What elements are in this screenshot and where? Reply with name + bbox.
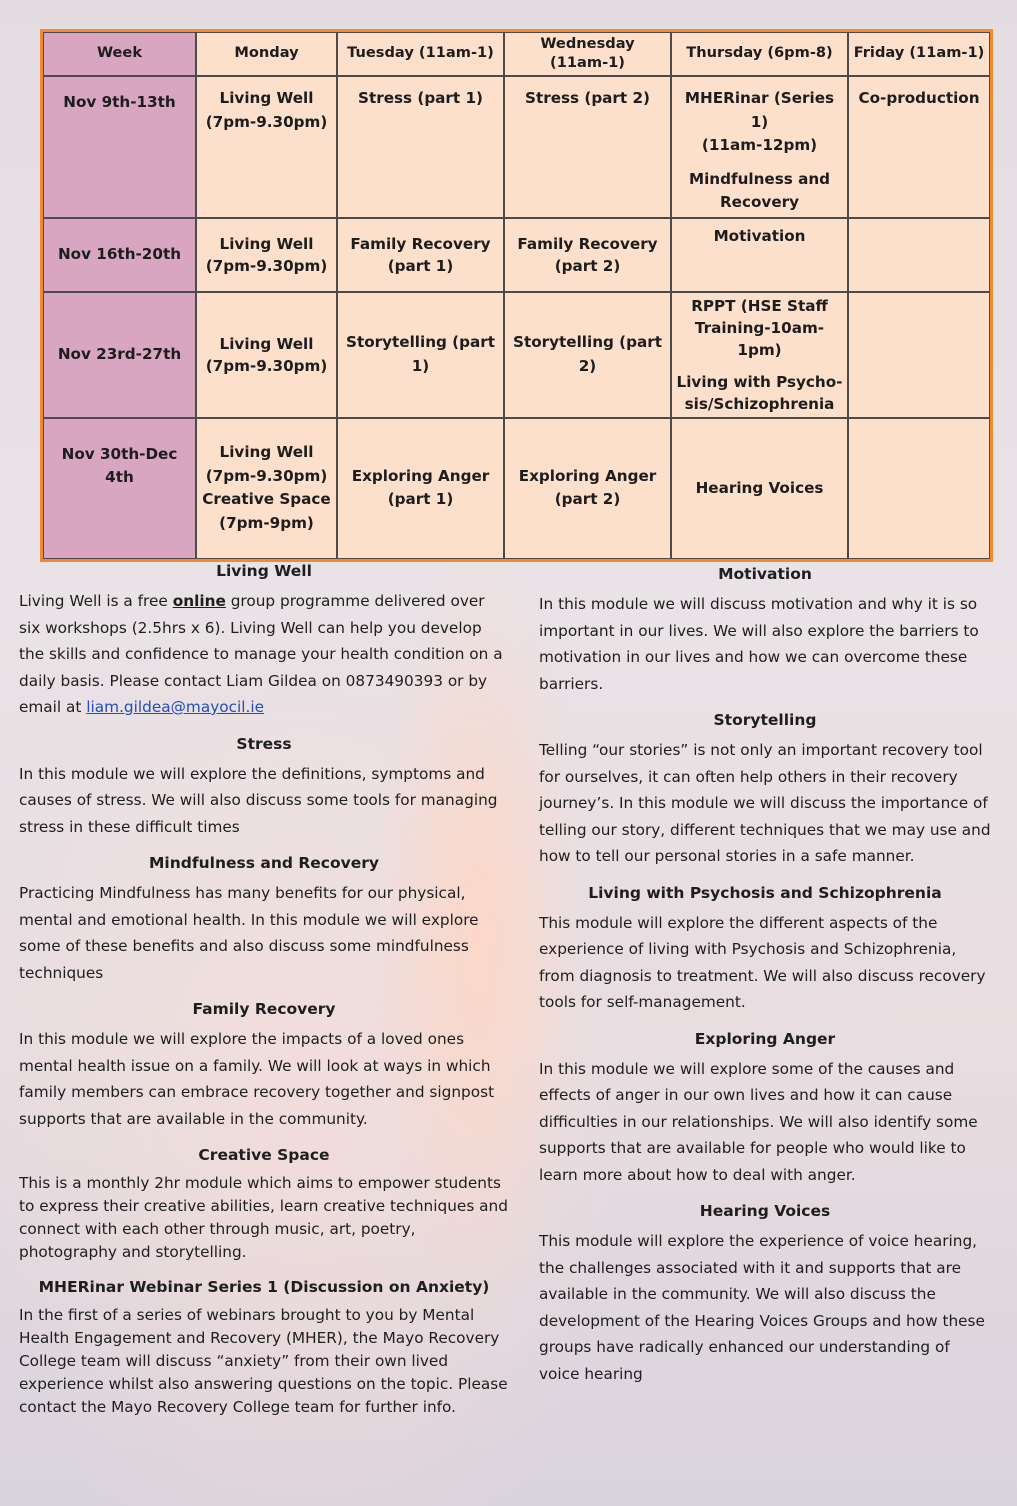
table-row [43,292,990,418]
session-title: Exploring Anger [518,466,657,485]
header-tuesday: Tuesday (11am-1) [337,32,504,76]
family-recovery-heading: Family Recovery [192,1000,336,1018]
session-part: (part 1) [387,256,454,275]
monday-cell [196,76,337,218]
tuesday-cell: Stress (part 1) [337,76,504,218]
anger-text: In this module we will explore some of the causes and effects of anger in our own lives and how it can cause difficulties in our relationships. We will also identify some supports that are available for people who would like to learn more about how to deal with anger. [539,1059,978,1184]
tuesday-cell [337,418,504,559]
thursday-cell [671,292,848,418]
hearing-voices-heading: Hearing Voices [699,1202,831,1220]
mherinar-text: In the first of a series of webinars brought to you by Mental Health Engagement and Recovery (MHER), the Mayo Recovery College team will discuss “anxiety” from their own lived experience whilst also answering questions on the topic. Please contact the Mayo Recovery College team for further info. [19,1306,508,1416]
thursday-cell [671,76,848,218]
header-friday: Friday (11am-1) [848,32,990,76]
wednesday-cell [504,218,671,292]
session-title: MHERinar (Series 1) [684,88,835,131]
creative-space-heading: Creative Space [198,1146,330,1164]
session-title: Recovery [719,193,800,212]
session-time: (7pm-9.30pm) [205,356,328,375]
thursday-cell: Hearing Voices [671,418,848,559]
header-thursday: Thursday (6pm-8) [671,32,848,76]
schedule-table [42,31,991,560]
session-title: Living Well [219,334,314,353]
motivation-text: In this module we will discuss motivation and why it is so important in our lives. We will also explore the barriers to motivation in our lives and how we can overcome these barriers. [539,595,979,693]
friday-cell [848,418,990,559]
week-cell: Nov 9th-13th [43,76,196,218]
session-part: (part 2) [554,256,621,275]
creative-space-text: This is a monthly 2hr module which aims to empower students to express their creative abilities, learn creative techniques and connect with each other through music, art, poetry, photography and storytelling. [19,1174,508,1261]
tuesday-cell: Storytelling (part 1) [337,292,504,418]
stress-text: In this module we will explore the definitions, symptoms and causes of stress. We will also discuss some tools for managing stress in these difficult times [19,764,498,836]
mindfulness-text: Practicing Mindfulness has many benefits for our physical, mental and emotional health. In this module we will explore some of these benefits and also discuss some mindfulness techniques [19,884,479,982]
mherinar-heading: MHERinar Webinar Series 1 (Discussion on Anxiety) [38,1278,490,1296]
online-emphasis: online [172,592,226,610]
monday-cell [196,218,337,292]
friday-cell: Co-production [848,76,990,218]
wednesday-cell [504,418,671,559]
session-title: Family Recovery [350,234,491,253]
session-title: Living with Psycho- [676,372,843,391]
monday-cell [196,292,337,418]
session-title: Creative Space [202,490,331,509]
friday-cell [848,292,990,418]
hearing-voices-text: This module will explore the experience of voice hearing, the challenges associated with it and supports that are available in the community. We will also discuss the development of the Hearing Voices Groups and how these groups have radically enhanced our understanding of voice hearing [539,1232,985,1383]
email-link[interactable]: liam.gildea@mayocil.ie [86,698,265,716]
session-title: Mindfulness and [688,169,831,188]
friday-cell [848,218,990,292]
session-time: (11am-12pm) [701,136,818,155]
session-time: (7pm-9pm) [219,513,314,532]
wednesday-cell: Stress (part 2) [504,76,671,218]
week-cell: Nov 23rd-27th [43,292,196,418]
session-part: (part 1) [387,490,454,509]
storytelling-heading: Storytelling [713,711,817,729]
session-title: Exploring Anger [351,466,490,485]
session-time: (7pm-9.30pm) [205,256,328,275]
right-column [539,561,991,1397]
table-row [43,76,990,218]
monday-cell [196,418,337,559]
session-title: Living Well [219,443,314,462]
psychosis-text: This module will explore the different aspects of the experience of living with Psychosis and Schizophrenia, from diagnosis to treatment. We will also discuss recovery tools for self-management. [539,913,986,1011]
session-title: Living Well [219,88,314,107]
wednesday-cell: Storytelling (part 2) [504,292,671,418]
session-title: Training-10am-1pm) [694,318,825,359]
session-time: (7pm-9.30pm) [205,112,328,131]
header-monday: Monday [196,32,337,76]
tuesday-cell [337,218,504,292]
mindfulness-heading: Mindfulness and Recovery [149,854,379,872]
psychosis-heading: Living with Psychosis and Schizophrenia [588,883,942,902]
living-well-text: Living Well is a free online group programme delivered over six workshops (2.5hrs x 6). Living Well can help you develop the skills and confidence to manage your health condition on a daily basis. Please contact Liam Gildea on 0873490393 or by email at liam.gildea@mayocil.ie [19,592,503,716]
storytelling-text: Telling “our stories” is not only an important recovery tool for ourselves, it can often help others in their recovery journey’s. In this module we will discuss the importance of telling our story, different techniques that we may use and how to tell our personal stories in a safe manner. [539,741,991,865]
family-recovery-text: In this module we will explore the impacts of a loved ones mental health issue on a family. We will look at ways in which family members can embrace recovery together and signpost supports that are available in the community. [19,1030,495,1128]
living-well-heading: Living Well [216,562,312,580]
session-title: RPPT (HSE Staff [691,296,828,315]
session-title: Family Recovery [517,234,658,253]
session-part: (part 2) [554,490,621,509]
anger-heading: Exploring Anger [694,1029,836,1048]
motivation-heading: Motivation [718,565,812,583]
session-title: Living Well [219,234,314,253]
left-column [19,558,509,1429]
stress-heading: Stress [236,734,292,753]
week-cell: Nov 30th-Dec 4th [43,418,196,559]
table-row [43,418,990,559]
week-cell: Nov 16th-20th [43,218,196,292]
header-wednesday: Wednesday (11am-1) [504,32,671,76]
header-week: Week [43,32,196,76]
table-row [43,218,990,292]
session-title: sis/Schizophrenia [684,394,835,413]
thursday-cell: Motivation [671,218,848,292]
session-time: (7pm-9.30pm) [205,466,328,485]
table-header-row [43,32,990,76]
